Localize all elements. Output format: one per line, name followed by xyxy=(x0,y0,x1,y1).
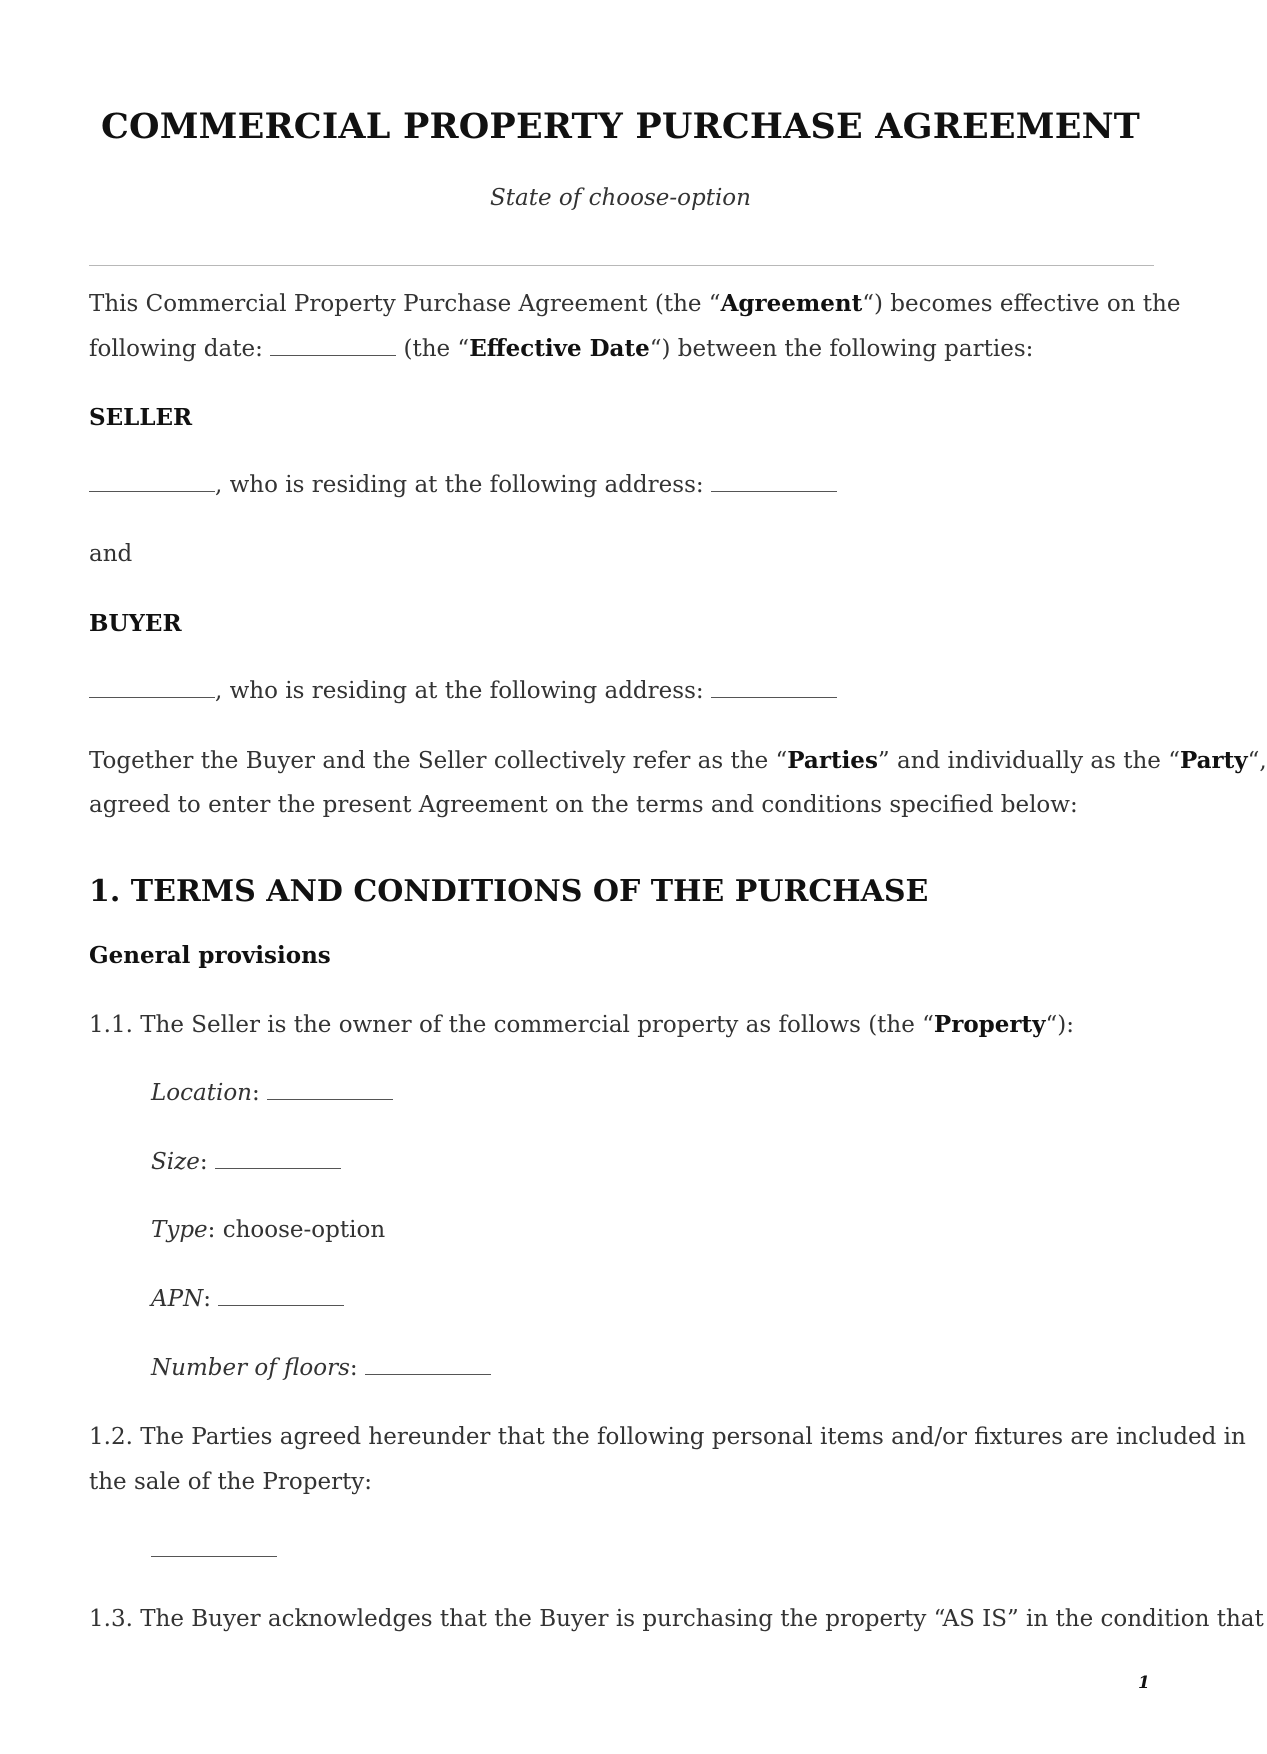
intro-text: (the “ xyxy=(396,336,470,362)
effective-date-blank[interactable] xyxy=(270,354,396,356)
seller-name-blank[interactable] xyxy=(89,490,215,492)
clause-text: “): xyxy=(1045,1012,1074,1038)
location-field xyxy=(151,1080,393,1106)
intro-text: “) between the following parties: xyxy=(649,336,1034,362)
buyer-name-blank[interactable] xyxy=(89,696,215,698)
seller-text: , who is residing at the following address: xyxy=(215,472,711,498)
fixtures-blank[interactable] xyxy=(151,1555,277,1557)
general-provisions-subheading: General provisions xyxy=(89,942,331,969)
header-divider xyxy=(89,265,1154,266)
together-text: ” and individually as the “ xyxy=(877,748,1180,774)
clause-1-3-line-1: 1.3. The Buyer acknowledges that the Buyer is purchasing the property “AS IS” in the condition that xyxy=(89,1606,1264,1632)
seller-heading: SELLER xyxy=(89,404,193,431)
party-term: Party xyxy=(1179,747,1248,774)
and-text: and xyxy=(89,541,133,567)
floors-field xyxy=(151,1355,491,1381)
property-term: Property xyxy=(933,1011,1046,1038)
document-subtitle: State of choose-option xyxy=(490,185,751,211)
buyer-address-blank[interactable] xyxy=(711,696,837,698)
seller-address-blank[interactable] xyxy=(711,490,837,492)
intro-text: following date: xyxy=(89,336,271,362)
buyer-text: , who is residing at the following address: xyxy=(215,678,711,704)
document-title: COMMERCIAL PROPERTY PURCHASE AGREEMENT xyxy=(100,106,1141,147)
intro-text: “) becomes effective on the xyxy=(862,291,1181,317)
size-label: Size xyxy=(151,1149,200,1175)
size-blank[interactable] xyxy=(215,1167,341,1169)
seller-line xyxy=(89,472,837,498)
buyer-heading: BUYER xyxy=(89,610,182,637)
parties-term: Parties xyxy=(787,747,878,774)
floors-label: Number of floors xyxy=(151,1355,350,1381)
field-separator: : xyxy=(349,1355,365,1381)
apn-blank[interactable] xyxy=(218,1304,344,1306)
type-label: Type xyxy=(151,1217,208,1243)
effective-date-term: Effective Date xyxy=(469,335,650,362)
clause-1-2-line-1: 1.2. The Parties agreed hereunder that the following personal items and/or fixtures are included in xyxy=(89,1424,1246,1450)
field-separator: : xyxy=(251,1080,268,1106)
intro-line-1 xyxy=(89,290,1180,317)
apn-field xyxy=(151,1286,344,1312)
location-blank[interactable] xyxy=(267,1098,393,1100)
buyer-line xyxy=(89,678,837,704)
clause-text: 1.1. The Seller is the owner of the commercial property as follows (the “ xyxy=(89,1012,934,1038)
together-text: Together the Buyer and the Seller collectively refer as the “ xyxy=(89,748,788,774)
intro-text: This Commercial Property Purchase Agreement (the “ xyxy=(89,291,721,317)
together-line-1 xyxy=(89,747,1267,774)
agreement-term: Agreement xyxy=(720,290,863,317)
size-field xyxy=(151,1149,341,1175)
field-separator: : xyxy=(203,1286,219,1312)
clause-1-2-line-2: the sale of the Property: xyxy=(89,1469,373,1495)
floors-blank[interactable] xyxy=(365,1373,491,1375)
type-value[interactable]: : choose-option xyxy=(207,1217,386,1243)
together-text: “, xyxy=(1247,748,1267,774)
together-line-2: agreed to enter the present Agreement on the terms and conditions specified below: xyxy=(89,792,1078,818)
location-label: Location xyxy=(151,1080,252,1106)
intro-line-2 xyxy=(89,335,1033,362)
page-number: 1 xyxy=(1138,1673,1150,1693)
field-separator: : xyxy=(199,1149,215,1175)
type-field xyxy=(151,1217,385,1243)
apn-label: APN xyxy=(151,1286,204,1312)
fixtures-field xyxy=(151,1537,277,1563)
clause-1-1 xyxy=(89,1011,1074,1038)
section-1-heading: 1. TERMS AND CONDITIONS OF THE PURCHASE xyxy=(89,874,929,909)
